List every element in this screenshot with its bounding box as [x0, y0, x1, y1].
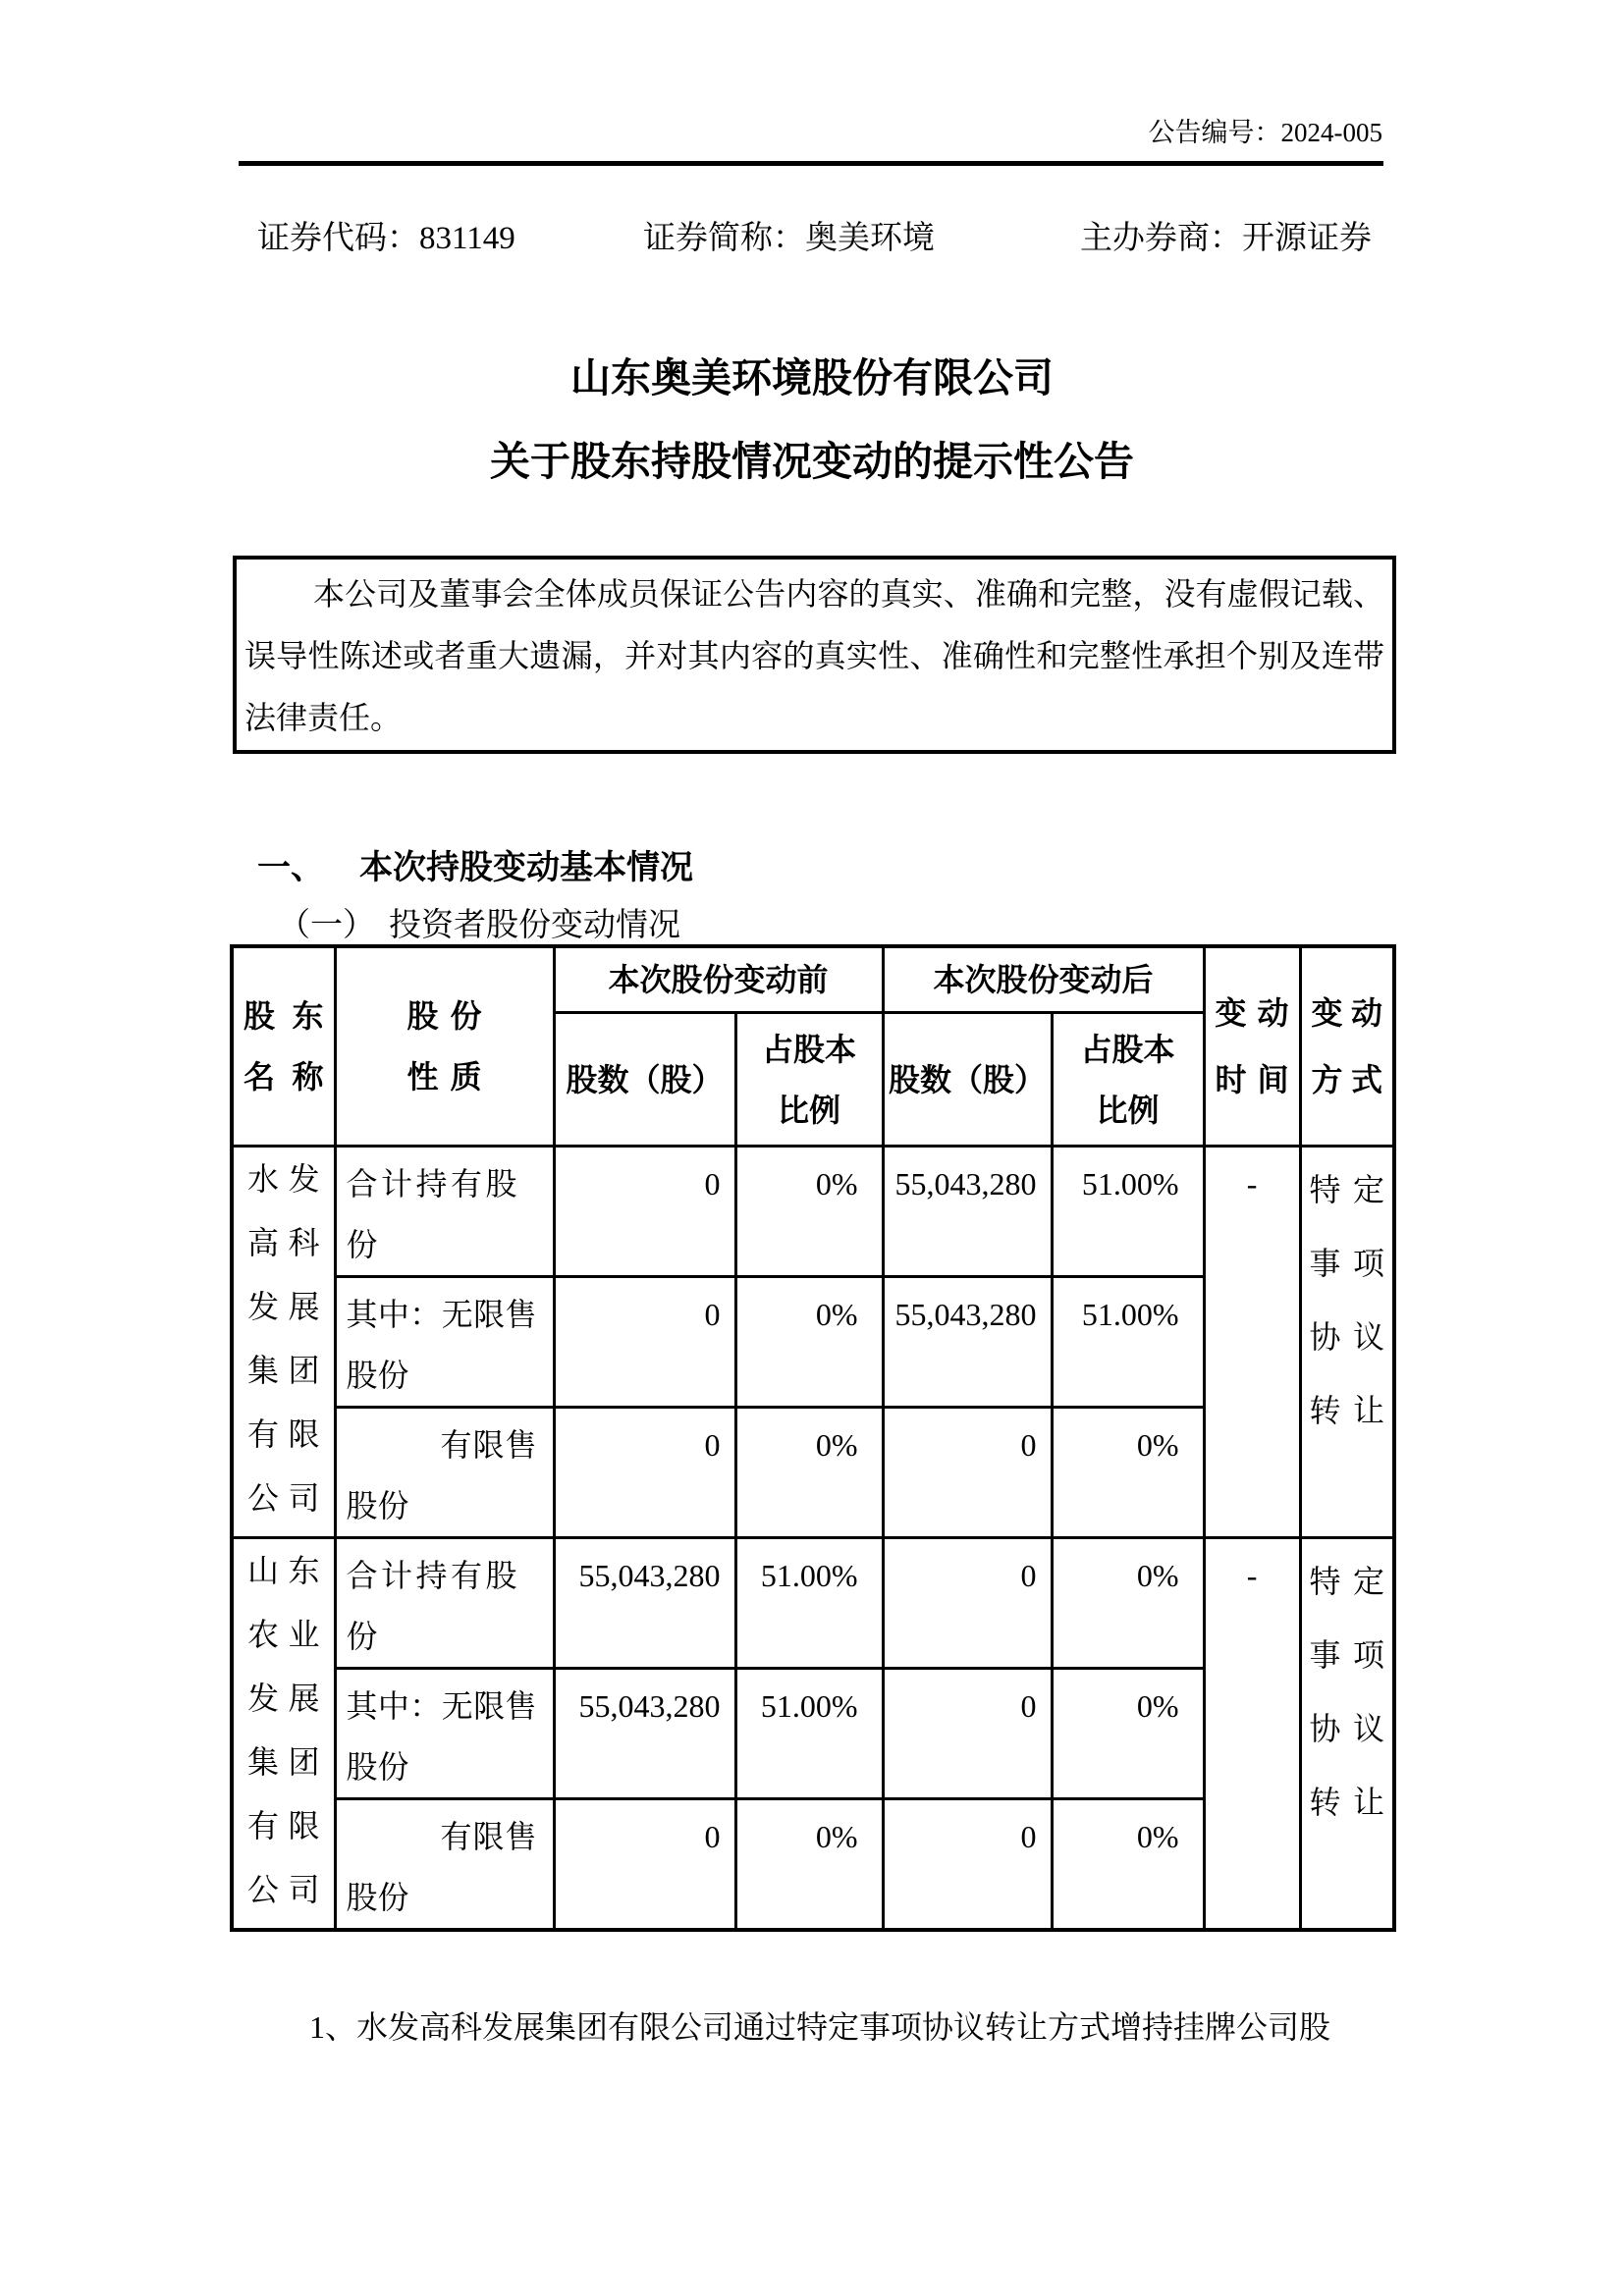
company-title: 山东奥美环境股份有限公司: [570, 355, 1054, 400]
share-type-cell: 其中：无限售股份: [335, 1669, 554, 1799]
change-method-cell-1: 特定事项协议转让: [1300, 1147, 1394, 1538]
section-1-1-numeral: （一）: [278, 908, 375, 943]
sponsor-broker: 主办券商：开源证券: [1080, 221, 1372, 256]
after-ratio-cell: 0%: [1052, 1669, 1204, 1799]
before-shares-cell: 55,043,280: [554, 1538, 735, 1669]
th-shares-after: 股数（股）: [883, 1013, 1052, 1147]
header-rule: [239, 161, 1383, 166]
announcement-number: 公告编号：2024-005: [1148, 118, 1382, 147]
th-before-change: 本次股份变动前: [554, 946, 883, 1013]
share-type-cell: 有限售股份: [335, 1799, 554, 1931]
after-shares-cell: 0: [883, 1799, 1052, 1931]
before-ratio-cell: 0%: [735, 1408, 883, 1538]
announcement-title: 关于股东持股情况变动的提示性公告: [490, 439, 1134, 484]
before-shares-cell: 0: [554, 1799, 735, 1931]
before-ratio-cell: 51.00%: [735, 1538, 883, 1669]
after-shares-cell: 55,043,280: [883, 1277, 1052, 1408]
th-shareholder-name: 股东名称: [232, 946, 335, 1147]
shareholder-name-1: 水发高科发展集团有限公司: [232, 1147, 335, 1538]
after-ratio-cell: 51.00%: [1052, 1147, 1204, 1277]
section-1-heading: [257, 840, 693, 888]
after-shares-cell: 0: [883, 1408, 1052, 1538]
section-1-title: 本次持股变动基本情况: [359, 849, 693, 886]
section-1-numeral: 一、: [257, 849, 324, 886]
before-shares-cell: 0: [554, 1147, 735, 1277]
share-type-cell: 有限售股份: [335, 1408, 554, 1538]
before-ratio-cell: 0%: [735, 1277, 883, 1408]
stock-code: 证券代码：831149: [257, 221, 515, 256]
note-paragraph-1: 1、水发高科发展集团有限公司通过特定事项协议转让方式增持挂牌公司股: [309, 2009, 1331, 2045]
th-ratio-after: 占股本比例: [1052, 1013, 1204, 1147]
after-shares-cell: 0: [883, 1538, 1052, 1669]
after-shares-cell: 0: [883, 1669, 1052, 1799]
after-shares-cell: 55,043,280: [883, 1147, 1052, 1277]
section-1-1-heading: [278, 899, 680, 945]
share-type-cell: 其中：无限售股份: [335, 1277, 554, 1408]
after-ratio-cell: 0%: [1052, 1538, 1204, 1669]
shareholder-name-2: 山东农业发展集团有限公司: [232, 1538, 335, 1931]
stock-short-name: 证券简称：奥美环境: [643, 221, 935, 256]
before-ratio-cell: 0%: [735, 1799, 883, 1931]
th-share-type: 股份性质: [335, 946, 554, 1147]
after-ratio-cell: 51.00%: [1052, 1277, 1204, 1408]
th-after-change: 本次股份变动后: [883, 946, 1204, 1013]
disclaimer-text: 本公司及董事会全体成员保证公告内容的真实、准确和完整，没有虚假记载、误导性陈述或者重大遗漏，并对其内容的真实性、准确性和完整性承担个别及连带法律责任。: [244, 576, 1384, 735]
after-ratio-cell: 0%: [1052, 1799, 1204, 1931]
share-type-cell: 合计持有股份: [335, 1147, 554, 1277]
disclaimer-box: [233, 556, 1396, 754]
before-shares-cell: 0: [554, 1277, 735, 1408]
share-type-cell: 合计持有股份: [335, 1538, 554, 1669]
after-ratio-cell: 0%: [1052, 1408, 1204, 1538]
change-time-cell-2: -: [1204, 1538, 1300, 1931]
change-method-cell-2: 特定事项协议转让: [1300, 1538, 1394, 1931]
before-shares-cell: 55,043,280: [554, 1669, 735, 1799]
before-ratio-cell: 51.00%: [735, 1669, 883, 1799]
th-change-time: 变动时间: [1204, 946, 1300, 1147]
change-time-cell-1: -: [1204, 1147, 1300, 1538]
section-1-1-title: 投资者股份变动情况: [389, 908, 680, 943]
th-shares-before: 股数（股）: [554, 1013, 735, 1147]
before-shares-cell: 0: [554, 1408, 735, 1538]
th-ratio-before: 占股本比例: [735, 1013, 883, 1147]
shareholding-change-table: [230, 944, 1396, 1932]
before-ratio-cell: 0%: [735, 1147, 883, 1277]
th-change-method: 变动方式: [1300, 946, 1394, 1147]
